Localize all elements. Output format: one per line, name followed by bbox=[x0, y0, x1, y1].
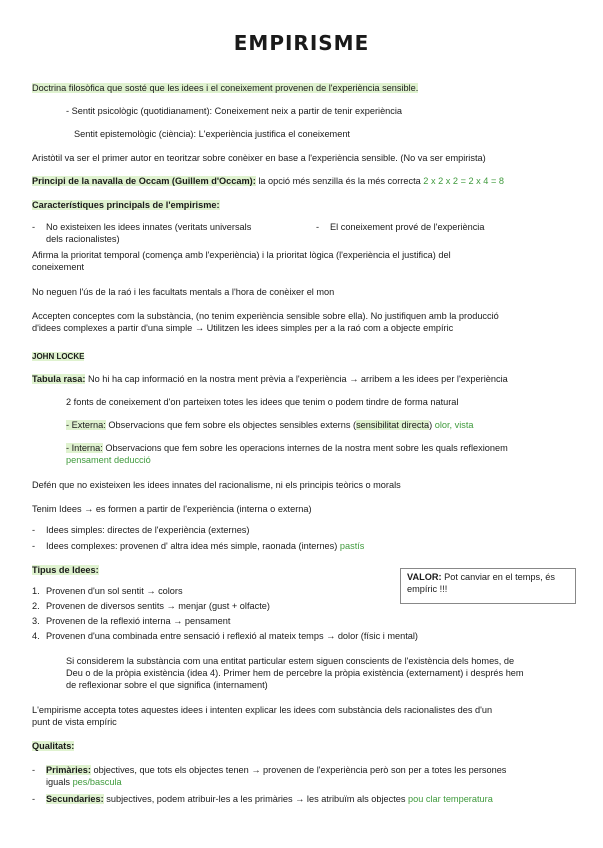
external-source: - Externa: Observacions que fem sobre els objectes sensibles externs (sensibilitat directa) olor, vista bbox=[66, 420, 474, 430]
value-note-box: VALOR: Pot canviar en el temps, és empíric !!! bbox=[400, 568, 576, 604]
internal-source-note: pensament deducció bbox=[66, 455, 151, 465]
idea-type-3: 3. Provenen de la reflexió interna → pensament bbox=[32, 616, 231, 626]
aristotle-line: Aristòtil va ser el primer autor en teoritzar sobre conèixer en base a l'experiència sensible. (No va ser empirista) bbox=[32, 153, 486, 163]
idea-type-1: 1. Provenen d'un sol sentit → colors bbox=[32, 586, 183, 596]
characteristics-heading: Característiques principals de l'empirisme: bbox=[32, 200, 220, 210]
idea-type-2: 2. Provenen de diversos sentits → menjar (gust + olfacte) bbox=[32, 601, 270, 611]
characteristics-bullet-1-cont: dels racionalistes) bbox=[46, 234, 120, 244]
primary-qualities: - Primàries: objectives, que tots els objectes tenen → provenen de l'experiència però son per a totes les persones bbox=[32, 765, 507, 775]
characteristics-bullet-2: - El coneixement prové de l'experiència bbox=[316, 222, 485, 232]
locke-heading: JOHN LOCKE bbox=[32, 352, 85, 361]
definition-line: Doctrina filosòfica que sosté que les idees i el coneixement provenen de l'experiència sensible. bbox=[32, 83, 419, 93]
ideas-formation: Tenim Idees → es formen a partir de l'experiència (interna o externa) bbox=[32, 504, 312, 514]
accepts-line: L'empirisme accepta totes aquestes idees i intenten explicar les idees com substància dels racionalistes des d'un bbox=[32, 705, 493, 715]
tabula-rasa-line: Tabula rasa: No hi ha cap informació en la nostra ment prèvia a l'experiència → arribem a les idees per l'experiència bbox=[32, 374, 508, 384]
idea-types-heading: Tipus de Idees: bbox=[32, 565, 99, 575]
characteristics-reason: No neguen l'ús de la raó i les facultats mentals a l'hora de conèixer el mon bbox=[32, 287, 335, 297]
characteristics-priority-cont: coneixement bbox=[32, 262, 85, 272]
characteristics-substance-cont: d'idees complexes a partir d'una simple → Utilitzen les idees simples per a la raó com a objecte empíric bbox=[32, 323, 454, 333]
accepts-line-cont: punt de vista empíric bbox=[32, 717, 117, 727]
secondary-qualities: - Secundaries: subjectives, podem atribuir-les a les primàries → les atribuïm als objectes pou clar temperatura bbox=[32, 794, 493, 804]
substance-para-1: Si considerem la substància com una entitat particular estem siguen conscients de l'existència dels homes, de bbox=[66, 656, 515, 666]
characteristics-substance: Accepten conceptes com la substància, (no tenim experiència sensible sobre ella). No justifiquen amb la producció bbox=[32, 311, 499, 321]
sense-psychological: - Sentit psicològic (quotidianament): Coneixement neix a partir de tenir experiència bbox=[66, 106, 403, 116]
primary-qualities-cont: iguals pes/bascula bbox=[46, 777, 122, 787]
idea-type-4: 4. Provenen d'una combinada entre sensació i reflexió al mateix temps → dolor (físic i mental) bbox=[32, 631, 418, 641]
page-title: EMPIRISME bbox=[233, 31, 370, 55]
substance-para-2: Deu o de la pròpia existència (idea 4). Primer hem de percebre la pròpia existència (externament) i després hem bbox=[66, 668, 524, 678]
characteristics-priority: Afirma la prioritat temporal (comença amb l'experiència) i la prioritat lògica (l'experiència el justifica) del bbox=[32, 250, 451, 260]
complex-ideas: - Idees complexes: provenen d' altra idea més simple, raonada (internes) pastís bbox=[32, 541, 365, 551]
simple-ideas: - Idees simples: directes de l'experiència (externes) bbox=[32, 525, 250, 535]
characteristics-bullet-1: - No existeixen les idees innates (veritats universals bbox=[32, 222, 252, 232]
occam-line: Principi de la navalla de Occam (Guillem d'Occam): la opció més senzilla és la més correcta 2 x 2 x 2 = 2 x 4 = 8 bbox=[32, 176, 504, 186]
substance-para-3: de reflexionar sobre el que significa (internament) bbox=[66, 680, 268, 690]
qualities-heading: Qualitats: bbox=[32, 741, 75, 751]
internal-source: - Interna: Observacions que fem sobre les operacions internes de la nostra ment sobre les quals reflexionem bbox=[66, 443, 508, 453]
knowledge-sources: 2 fonts de coneixement d'on parteixen totes les idees que tenim o podem tindre de forma natural bbox=[66, 397, 459, 407]
defends-line: Defén que no existeixen les idees innates del racionalisme, ni els principis teòrics o morals bbox=[32, 480, 401, 490]
sense-epistemological: Sentit epistemològic (ciència): L'experiència justifica el coneixement bbox=[74, 129, 350, 139]
